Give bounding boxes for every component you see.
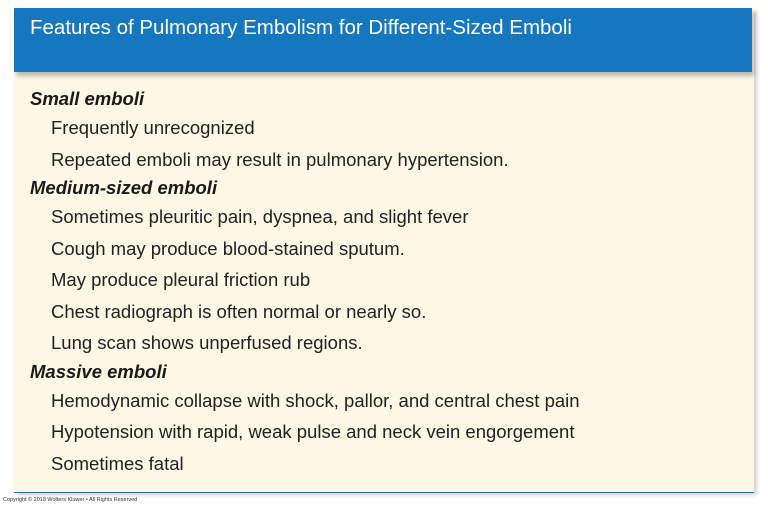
list-item: Lung scan shows unperfused regions. xyxy=(51,332,363,353)
bottom-rule xyxy=(14,492,754,493)
list-item: Hemodynamic collapse with shock, pallor, and central chest pain xyxy=(51,389,580,411)
section-heading: Medium-sized emboli xyxy=(30,177,218,198)
item-list xyxy=(30,385,745,480)
section-heading: Small emboli xyxy=(30,88,145,109)
copyright-notice: Copyright © 2018 Wolters Kluwer • All Rights Reserved xyxy=(3,497,138,503)
page-title: Features of Pulmonary Embolism for Different-Sized Emboli xyxy=(30,16,572,39)
list-item: Repeated emboli may result in pulmonary hypertension. xyxy=(51,148,509,170)
section-small-emboli xyxy=(30,86,745,175)
section-massive-emboli xyxy=(30,359,745,480)
section-medium-emboli xyxy=(30,175,745,359)
list-item: Cough may produce blood-stained sputum. xyxy=(51,237,405,259)
feature-list xyxy=(30,86,745,479)
item-list xyxy=(30,201,745,359)
title-bar xyxy=(14,8,752,72)
section-heading: Massive emboli xyxy=(30,360,167,382)
list-item: Frequently unrecognized xyxy=(51,117,255,138)
list-item: Sometimes fatal xyxy=(51,452,184,474)
list-item: Chest radiograph is often normal or nearly so. xyxy=(51,300,427,322)
item-list xyxy=(30,112,745,175)
list-item: Sometimes pleuritic pain, dyspnea, and slight fever xyxy=(51,206,469,227)
list-item: May produce pleural friction rub xyxy=(51,269,311,290)
list-item: Hypotension with rapid, weak pulse and neck vein engorgement xyxy=(51,421,575,442)
